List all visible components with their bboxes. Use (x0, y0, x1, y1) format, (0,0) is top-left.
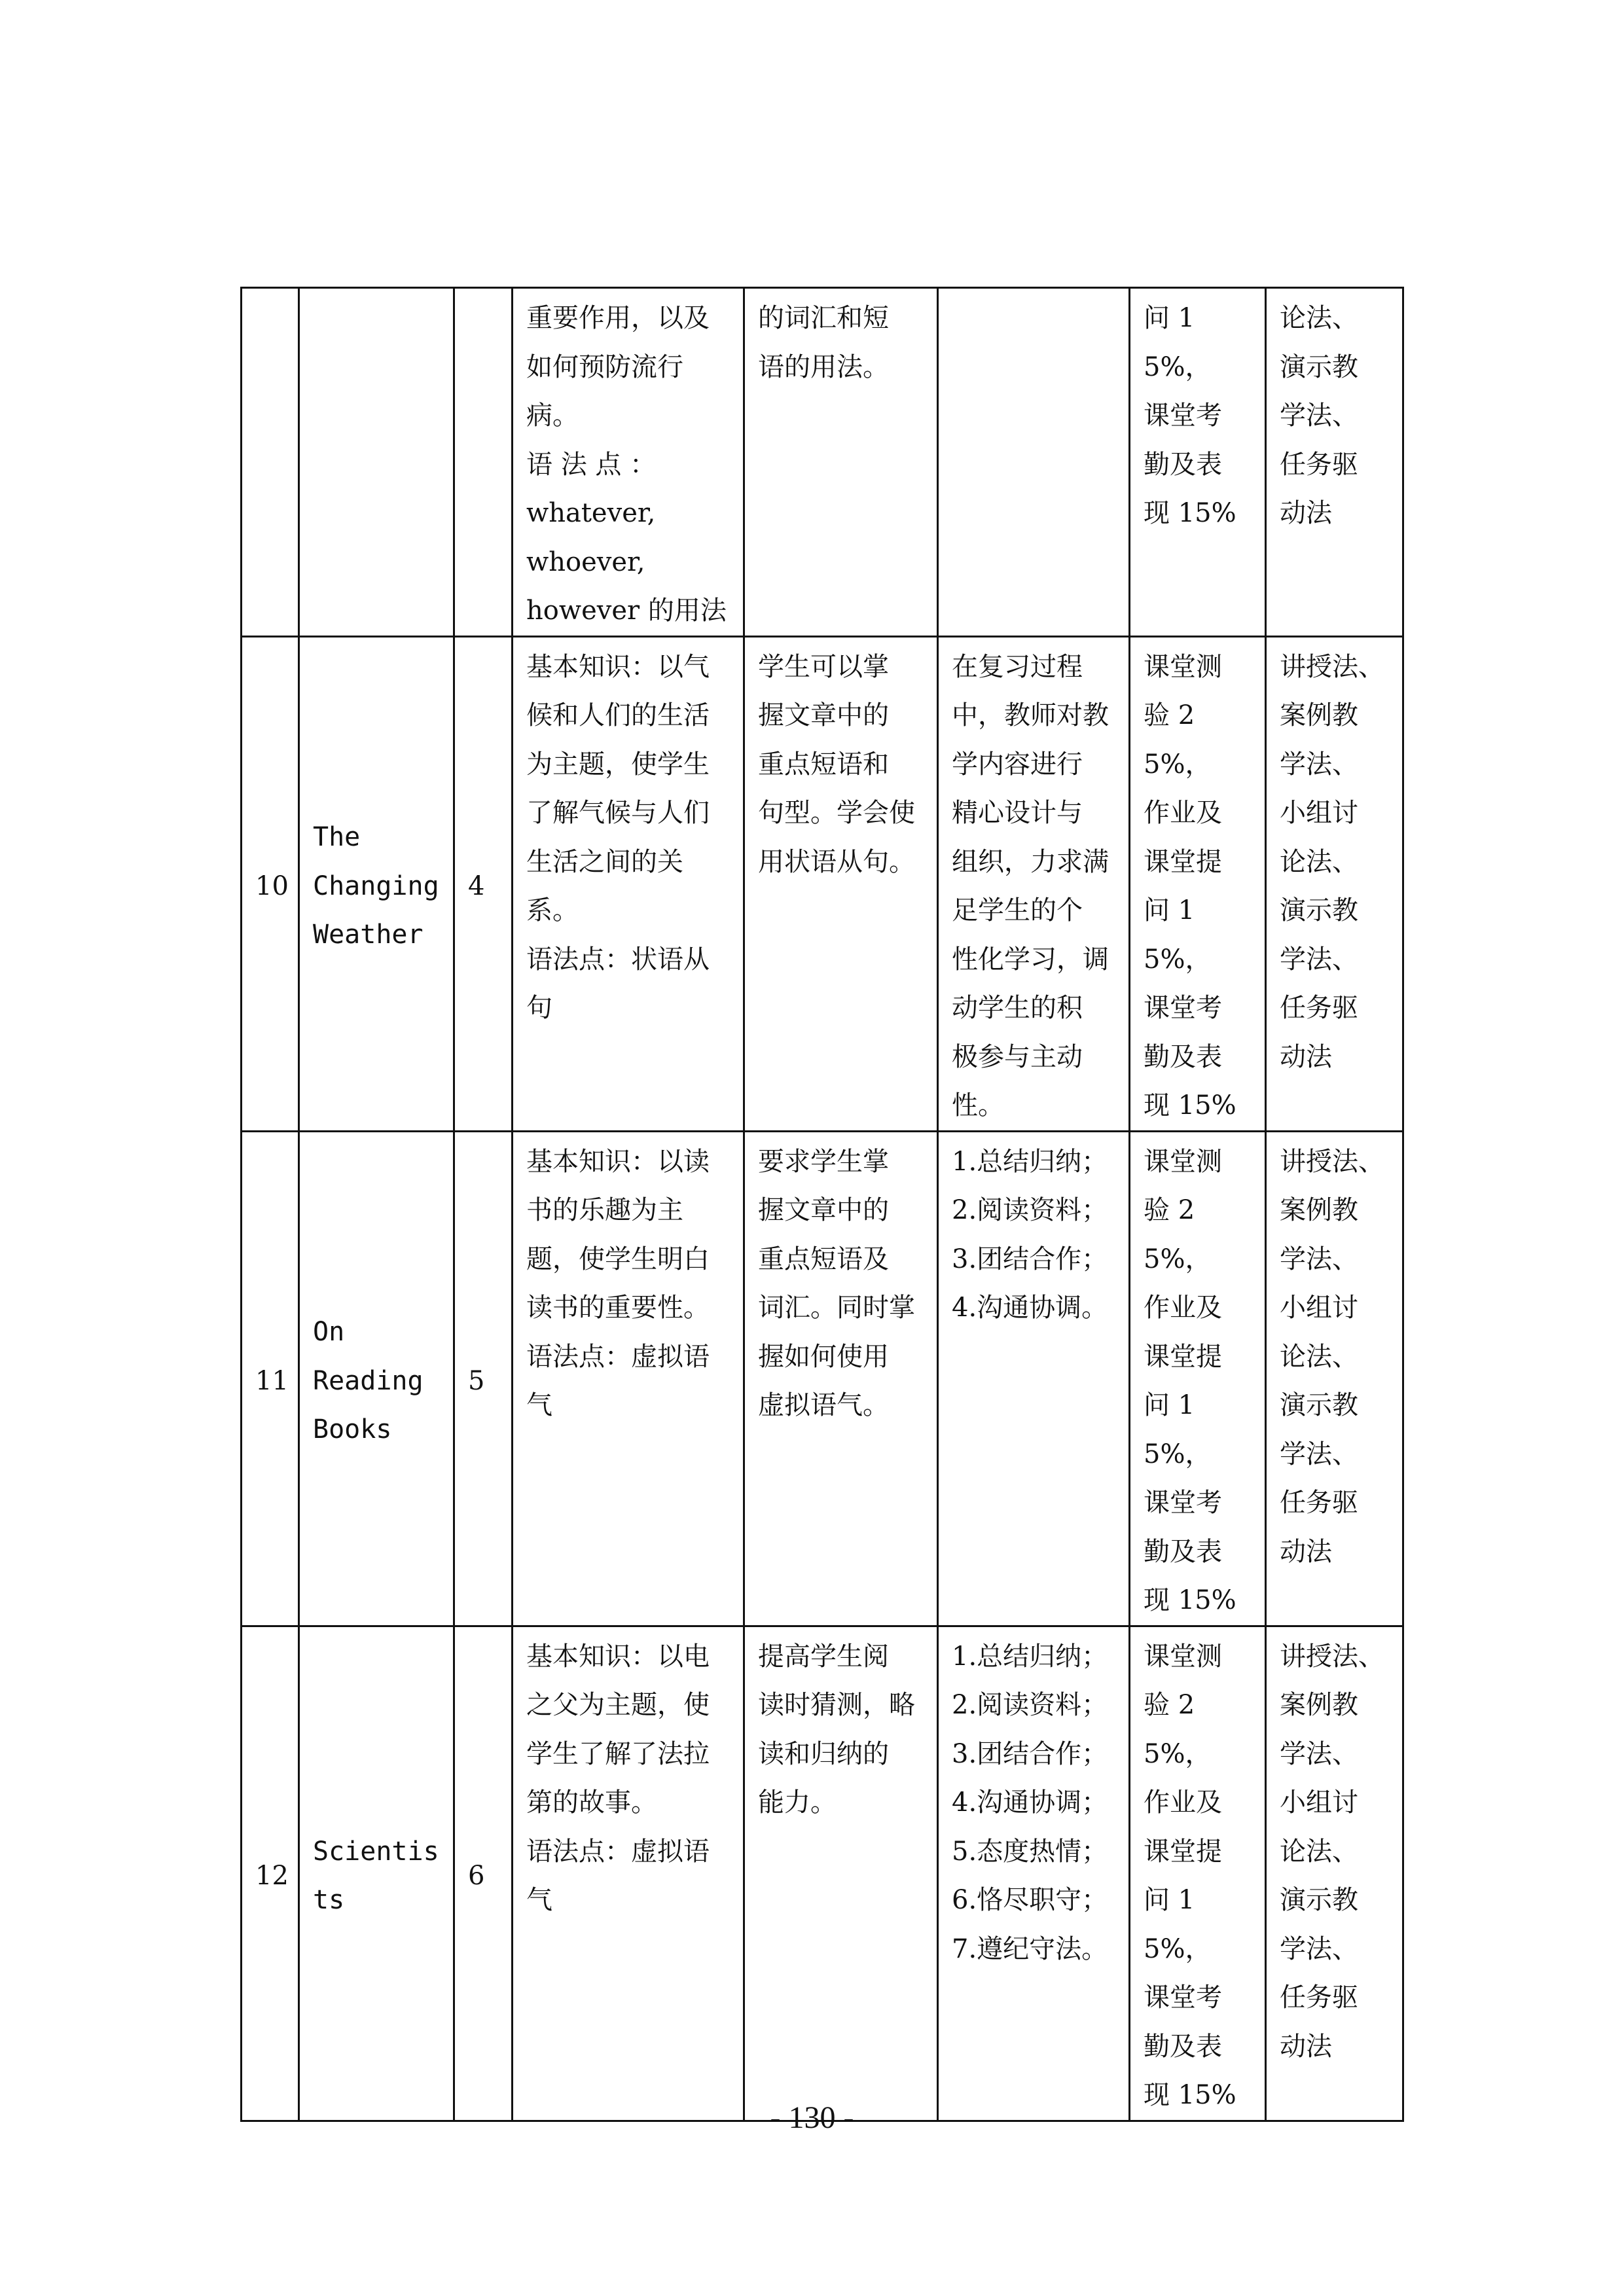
content-cell: 基本知识：以气 候和人们的生活 为主题，使学生 了解气候与人们 生活之间的关 系。 语法点：状语从 句 (513, 636, 744, 1131)
table-row (242, 1626, 1403, 2121)
teaching-method-cell: 讲授法、 案例教 学法、 小组讨 论法、 演示教 学法、 任务驱 动法 (1266, 1626, 1403, 2121)
unit-title-cell (299, 288, 454, 637)
method-cell: 1.总结归纳； 2.阅读资料； 3.团结合作； 4.沟通协调。 (938, 1131, 1130, 1626)
hours-cell: 4 (454, 636, 513, 1131)
content-cell: 基本知识：以电 之父为主题，使 学生了解了法拉 第的故事。 语法点：虚拟语 气 (513, 1626, 744, 2121)
hours-cell (454, 288, 513, 637)
row-number-cell: 10 (242, 636, 299, 1131)
row-number-cell: 12 (242, 1626, 299, 2121)
content-cell: 重要作用，以及 如何预防流行 病。 语 法 点 ： whatever, whoever, however 的用法 (513, 288, 744, 637)
teaching-method-cell: 讲授法、 案例教 学法、 小组讨 论法、 演示教 学法、 任务驱 动法 (1266, 636, 1403, 1131)
unit-title-cell: The Changing Weather (299, 636, 454, 1131)
goal-cell: 要求学生掌 握文章中的 重点短语及 词汇。同时掌 握如何使用 虚拟语气。 (744, 1131, 938, 1626)
content-cell: 基本知识：以读 书的乐趣为主 题，使学生明白 读书的重要性。 语法点：虚拟语 气 (513, 1131, 744, 1626)
hours-cell: 6 (454, 1626, 513, 2121)
row-number-cell: 11 (242, 1131, 299, 1626)
method-cell (938, 288, 1130, 637)
row-number-cell (242, 288, 299, 637)
teaching-method-cell: 讲授法、 案例教 学法、 小组讨 论法、 演示教 学法、 任务驱 动法 (1266, 1131, 1403, 1626)
assessment-cell: 问 15%， 课堂考 勤及表 现 15% (1130, 288, 1266, 637)
assessment-cell: 课堂测 验 25%， 作业及 课堂提 问 15%， 课堂考 勤及表 现 15% (1130, 636, 1266, 1131)
page-number: - 130 - (770, 2100, 854, 2135)
course-plan-table (240, 287, 1404, 2122)
method-cell: 1.总结归纳； 2.阅读资料； 3.团结合作； 4.沟通协调； 5.态度热情； 6.恪尽职守； 7.遵纪守法。 (938, 1626, 1130, 2121)
goal-cell: 的词汇和短 语的用法。 (744, 288, 938, 637)
table-row (242, 636, 1403, 1131)
table-row (242, 1131, 1403, 1626)
method-cell: 在复习过程 中，教师对教 学内容进行 精心设计与 组织，力求满 足学生的个 性化学习，调 动学生的积 极参与主动 性。 (938, 636, 1130, 1131)
table-row (242, 288, 1403, 637)
goal-cell: 学生可以掌 握文章中的 重点短语和 句型。学会使 用状语从句。 (744, 636, 938, 1131)
assessment-cell: 课堂测 验 25%， 作业及 课堂提 问 15%， 课堂考 勤及表 现 15% (1130, 1131, 1266, 1626)
unit-title-cell: Scientis ts (299, 1626, 454, 2121)
assessment-cell: 课堂测 验 25%， 作业及 课堂提 问 15%， 课堂考 勤及表 现 15% (1130, 1626, 1266, 2121)
teaching-method-cell: 论法、 演示教 学法、 任务驱 动法 (1266, 288, 1403, 637)
hours-cell: 5 (454, 1131, 513, 1626)
unit-title-cell: On Reading Books (299, 1131, 454, 1626)
goal-cell: 提高学生阅 读时猜测，略 读和归纳的 能力。 (744, 1626, 938, 2121)
